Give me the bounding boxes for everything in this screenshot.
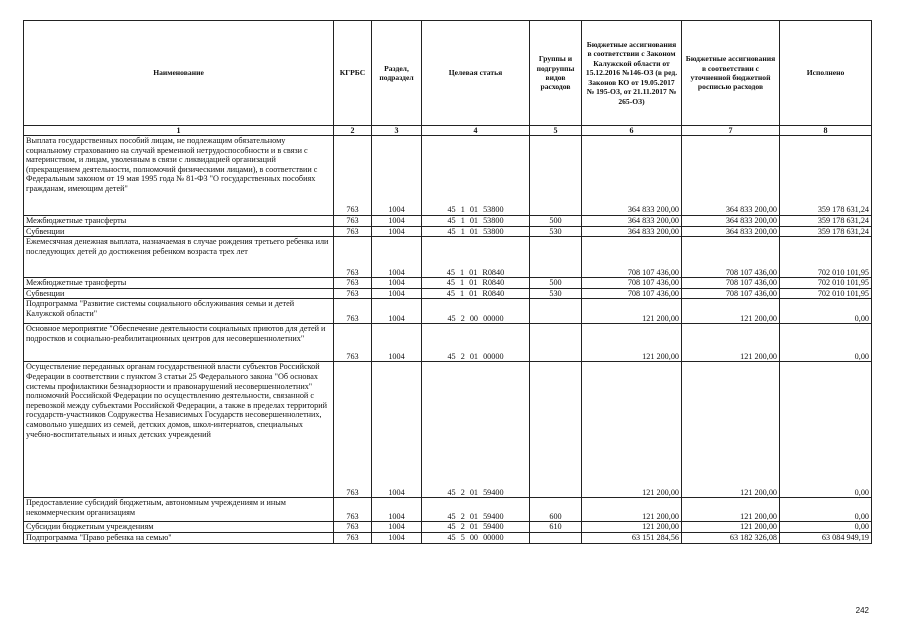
- row-section: 1004: [372, 237, 422, 278]
- row-allocation-law: 121 200,00: [582, 498, 682, 522]
- budget-execution-table: [23, 20, 872, 544]
- header-allocations-updated: Бюджетные ассигнования в соответствии с уточненной бюджетной росписью расходов: [682, 21, 780, 126]
- header-name: Наименование: [24, 21, 334, 126]
- row-target: 45 2 00 00000: [422, 299, 530, 324]
- header-executed: Исполнено: [780, 21, 872, 126]
- row-group: 500: [530, 278, 582, 289]
- column-number: 3: [372, 126, 422, 136]
- row-executed: 0,00: [780, 522, 872, 533]
- row-kgrbs: 763: [334, 362, 372, 498]
- row-section: 1004: [372, 362, 422, 498]
- column-number: 4: [422, 126, 530, 136]
- row-executed: 702 010 101,95: [780, 278, 872, 289]
- column-number: 1: [24, 126, 334, 136]
- row-name: Субвенции: [24, 288, 334, 299]
- row-group: [530, 324, 582, 362]
- row-name: Ежемесячная денежная выплата, назначаемая в случае рождения третьего ребенка или последующих детей до достижения ребенком возраста трех лет: [24, 237, 334, 278]
- row-section: 1004: [372, 278, 422, 289]
- row-target: 45 1 01 R0840: [422, 288, 530, 299]
- column-number: 7: [682, 126, 780, 136]
- row-group: 500: [530, 216, 582, 227]
- row-allocation-updated: 63 182 326,08: [682, 532, 780, 543]
- column-number: 2: [334, 126, 372, 136]
- row-section: 1004: [372, 216, 422, 227]
- row-allocation-law: 708 107 436,00: [582, 237, 682, 278]
- row-executed: 359 178 631,24: [780, 226, 872, 237]
- row-allocation-updated: 708 107 436,00: [682, 278, 780, 289]
- column-number: 5: [530, 126, 582, 136]
- row-allocation-updated: 121 200,00: [682, 324, 780, 362]
- row-executed: 702 010 101,95: [780, 288, 872, 299]
- row-executed: 0,00: [780, 324, 872, 362]
- row-allocation-updated: 708 107 436,00: [682, 237, 780, 278]
- table-row: [24, 532, 872, 543]
- row-allocation-law: 708 107 436,00: [582, 278, 682, 289]
- row-group: [530, 532, 582, 543]
- row-executed: 359 178 631,24: [780, 136, 872, 216]
- row-kgrbs: 763: [334, 278, 372, 289]
- row-allocation-law: 364 833 200,00: [582, 136, 682, 216]
- header-section: Раздел, подраздел: [372, 21, 422, 126]
- row-allocation-updated: 121 200,00: [682, 362, 780, 498]
- row-section: 1004: [372, 532, 422, 543]
- row-target: 45 1 01 53800: [422, 216, 530, 227]
- column-number: 8: [780, 126, 872, 136]
- row-target: 45 2 01 00000: [422, 324, 530, 362]
- row-target: 45 1 01 53800: [422, 226, 530, 237]
- row-allocation-updated: 121 200,00: [682, 299, 780, 324]
- row-name: Предоставление субсидий бюджетным, автономным учреждениям и иным некоммерческим организациям: [24, 498, 334, 522]
- row-section: 1004: [372, 288, 422, 299]
- row-kgrbs: 763: [334, 522, 372, 533]
- table-row: [24, 299, 872, 324]
- page-number: 242: [855, 606, 869, 615]
- table-row: [24, 136, 872, 216]
- row-kgrbs: 763: [334, 498, 372, 522]
- row-section: 1004: [372, 324, 422, 362]
- column-number-row: [24, 126, 872, 136]
- table-row: [24, 237, 872, 278]
- table-row: [24, 522, 872, 533]
- row-target: 45 1 01 R0840: [422, 237, 530, 278]
- row-allocation-updated: 364 833 200,00: [682, 226, 780, 237]
- row-group: [530, 362, 582, 498]
- row-kgrbs: 763: [334, 288, 372, 299]
- row-group: [530, 136, 582, 216]
- row-kgrbs: 763: [334, 216, 372, 227]
- row-allocation-law: 121 200,00: [582, 299, 682, 324]
- header-kgrbs: КГРБС: [334, 21, 372, 126]
- table-body: [24, 136, 872, 544]
- row-section: 1004: [372, 226, 422, 237]
- table-row: [24, 324, 872, 362]
- row-group: 530: [530, 288, 582, 299]
- row-kgrbs: 763: [334, 299, 372, 324]
- header-groups: Группы и подгруппы видов расходов: [530, 21, 582, 126]
- row-target: 45 1 01 R0840: [422, 278, 530, 289]
- table-row: [24, 278, 872, 289]
- row-kgrbs: 763: [334, 532, 372, 543]
- row-allocation-updated: 708 107 436,00: [682, 288, 780, 299]
- row-section: 1004: [372, 299, 422, 324]
- row-executed: 63 084 949,19: [780, 532, 872, 543]
- header-target: Целевая статья: [422, 21, 530, 126]
- row-allocation-law: 121 200,00: [582, 522, 682, 533]
- row-target: 45 5 00 00000: [422, 532, 530, 543]
- row-name: Выплата государственных пособий лицам, не подлежащим обязательному социальному страхованию на случай временной нетрудоспособности и в связи с материнством, и лицам, уволенным в связи с ликвидацией организаций (прекращением деятельности, полномочий физическими лицами), в соответствии с Федеральным законом от 19 мая 1995 года № 81-ФЗ "О государственных пособиях гражданам, имеющим детей": [24, 136, 334, 216]
- row-allocation-law: 364 833 200,00: [582, 216, 682, 227]
- table-row: [24, 362, 872, 498]
- row-allocation-law: 121 200,00: [582, 324, 682, 362]
- row-allocation-law: 708 107 436,00: [582, 288, 682, 299]
- row-kgrbs: 763: [334, 136, 372, 216]
- row-executed: 0,00: [780, 299, 872, 324]
- row-allocation-law: 364 833 200,00: [582, 226, 682, 237]
- header-row: [24, 21, 872, 126]
- row-executed: 702 010 101,95: [780, 237, 872, 278]
- table-row: [24, 288, 872, 299]
- row-allocation-updated: 364 833 200,00: [682, 136, 780, 216]
- row-section: 1004: [372, 522, 422, 533]
- row-target: 45 2 01 59400: [422, 498, 530, 522]
- row-name: Межбюджетные трансферты: [24, 278, 334, 289]
- row-name: Осуществление переданных органам государственной власти субъектов Российской Федерации в соответствии с пунктом 3 статьи 25 Федерального закона "Об основах системы профилактики безнадзорности и правонарушений несовершеннолетних" полномочий Российской Федерации по осуществлению деятельности, связанной с перевозкой между субъектами Российской Федерации, а также в пределах территорий государств-участников Содружества Независимых Государств несовершеннолетних, самовольно ушедших из семей, детских домов, школ-интернатов, специальных учебно-воспитательных и иных детских учреждений: [24, 362, 334, 498]
- row-allocation-updated: 364 833 200,00: [682, 216, 780, 227]
- row-allocation-updated: 121 200,00: [682, 498, 780, 522]
- row-executed: 359 178 631,24: [780, 216, 872, 227]
- row-target: 45 2 01 59400: [422, 522, 530, 533]
- row-executed: 0,00: [780, 362, 872, 498]
- row-target: 45 1 01 53800: [422, 136, 530, 216]
- row-kgrbs: 763: [334, 324, 372, 362]
- row-group: [530, 299, 582, 324]
- row-section: 1004: [372, 136, 422, 216]
- table-row: [24, 226, 872, 237]
- row-group: [530, 237, 582, 278]
- header-allocations-law: Бюджетные ассигнования в соответствии с Законом Калужской области от 15.12.2016 №146-ОЗ (в ред. Законов КО от 19.05.2017 № 195-ОЗ, от 21.11.2017 № 265-ОЗ): [582, 21, 682, 126]
- table-row: [24, 498, 872, 522]
- row-name: Подпрограмма "Право ребенка на семью": [24, 532, 334, 543]
- row-name: Межбюджетные трансферты: [24, 216, 334, 227]
- column-number: 6: [582, 126, 682, 136]
- row-target: 45 2 01 59400: [422, 362, 530, 498]
- row-group: 600: [530, 498, 582, 522]
- row-allocation-law: 121 200,00: [582, 362, 682, 498]
- table-row: [24, 216, 872, 227]
- row-executed: 0,00: [780, 498, 872, 522]
- row-name: Подпрограмма "Развитие системы социального обслуживания семьи и детей Калужской области": [24, 299, 334, 324]
- row-group: 530: [530, 226, 582, 237]
- row-group: 610: [530, 522, 582, 533]
- row-allocation-law: 63 151 284,56: [582, 532, 682, 543]
- row-kgrbs: 763: [334, 237, 372, 278]
- row-kgrbs: 763: [334, 226, 372, 237]
- row-section: 1004: [372, 498, 422, 522]
- row-name: Субсидии бюджетным учреждениям: [24, 522, 334, 533]
- row-name: Субвенции: [24, 226, 334, 237]
- row-allocation-updated: 121 200,00: [682, 522, 780, 533]
- row-name: Основное мероприятие "Обеспечение деятельности социальных приютов для детей и подростков и социально-реабилитационных центров для несовершеннолетних": [24, 324, 334, 362]
